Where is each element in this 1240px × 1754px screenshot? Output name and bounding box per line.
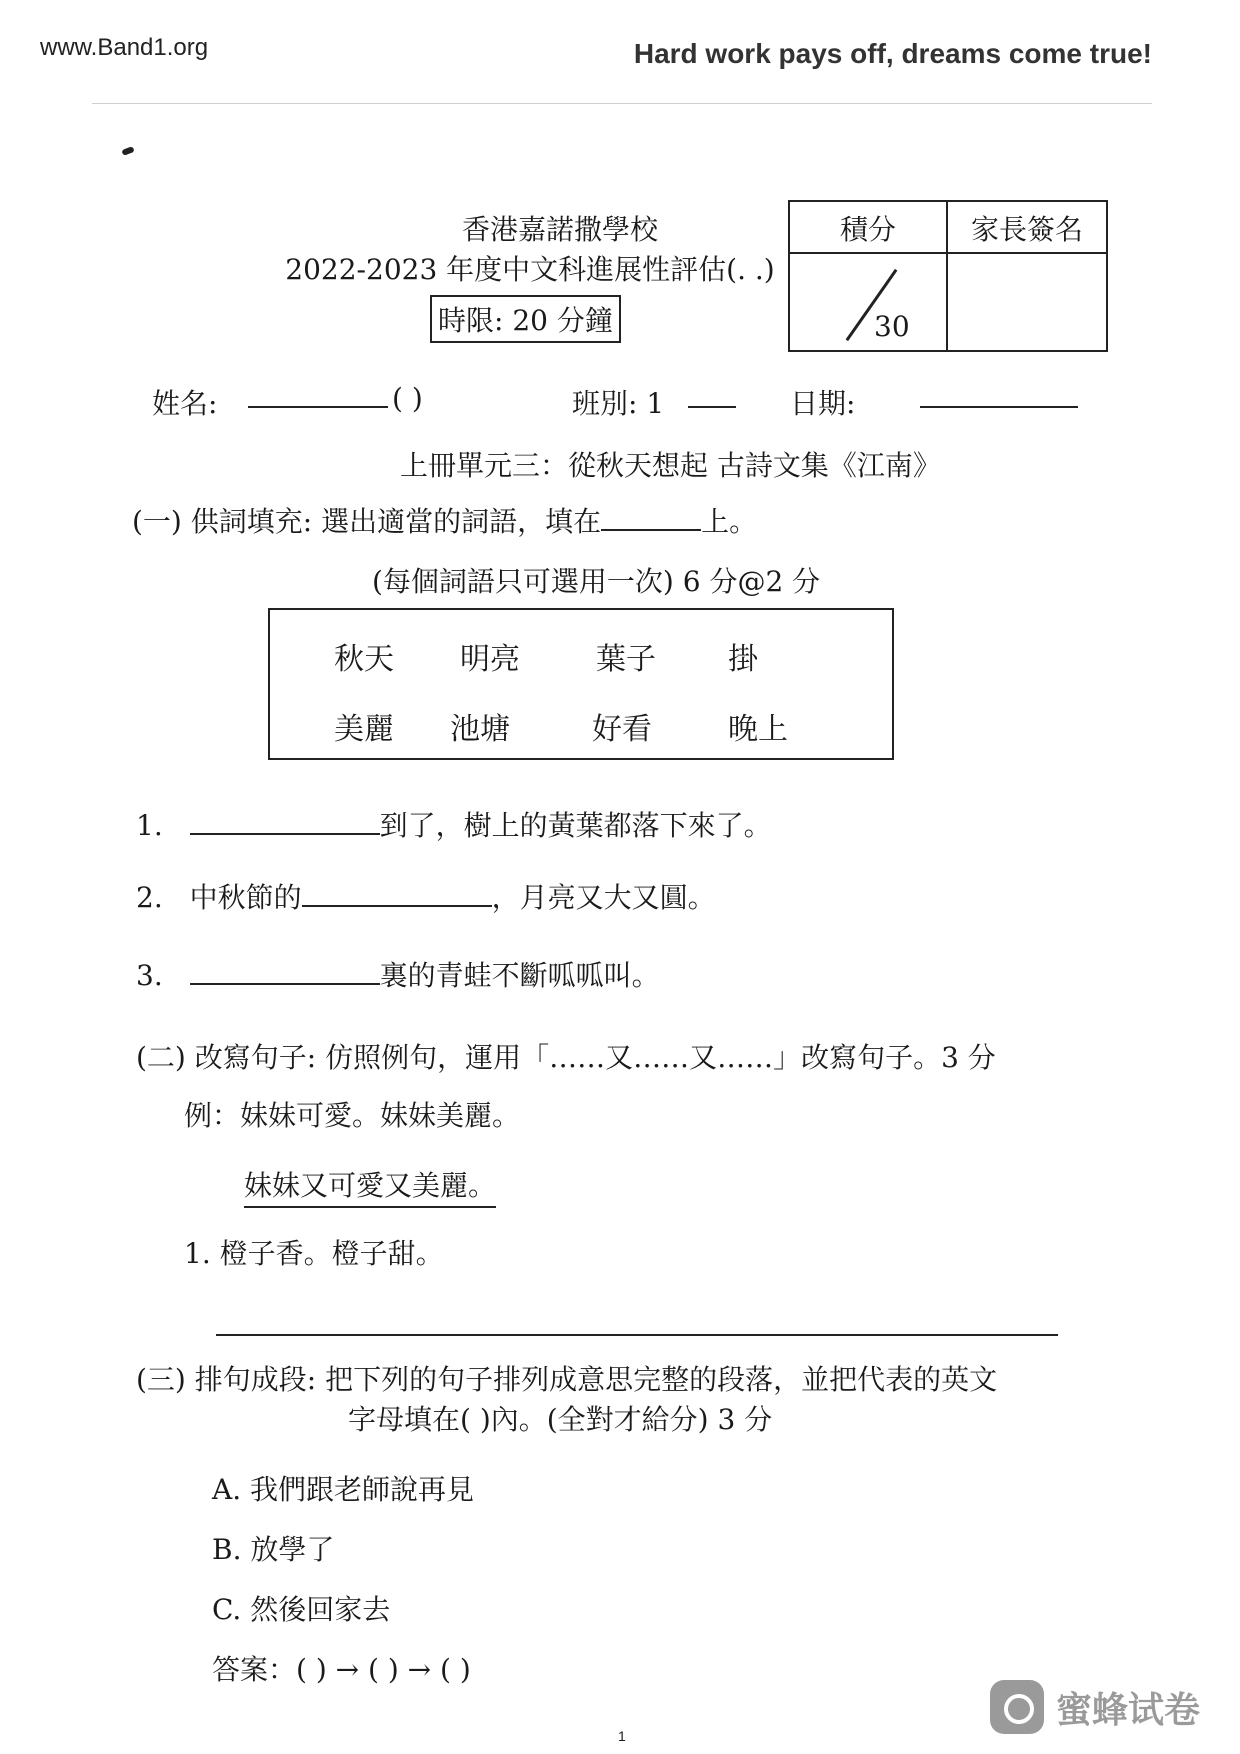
question-text: 裏的青蛙不斷呱呱叫。 — [379, 959, 660, 992]
section2-example-answer: 妹妹又可愛又美麗。 — [244, 1164, 496, 1208]
score-header: 積分 — [839, 213, 896, 246]
scan-mark — [121, 146, 134, 156]
site-url: www.Band1.org — [40, 34, 209, 61]
answer-blank[interactable] — [190, 961, 380, 985]
watermark-text: 蜜蜂试卷 — [1056, 1689, 1201, 1731]
score-table — [788, 200, 1108, 352]
class-field[interactable] — [688, 382, 736, 415]
section1-title-text: (一) 供詞填充: 選出適當的詞語，填在 — [132, 505, 602, 538]
answer-blank[interactable] — [302, 883, 492, 907]
section1-note: (每個詞語只可選用一次) 6 分@2 分 — [372, 565, 821, 598]
question-text: 到了，樹上的黃葉都落下來了。 — [379, 809, 772, 842]
sentence-a: A. 我們跟老師說再見 — [212, 1473, 475, 1506]
sentence-c: C. 然後回家去 — [212, 1593, 391, 1626]
question-3 — [136, 954, 660, 994]
word-bank-item: 好看 — [592, 712, 652, 747]
word-bank-item: 明亮 — [460, 642, 520, 677]
word-bank-item: 葉子 — [596, 642, 656, 677]
date-label: 日期: — [790, 387, 856, 420]
question-2 — [136, 876, 716, 916]
class-label: 班別: 1 — [572, 387, 665, 420]
word-bank-item: 掛 — [728, 642, 758, 677]
section2-example: 例：妹妹可愛。妹妹美麗。 — [184, 1099, 521, 1132]
word-bank-item: 晚上 — [728, 712, 788, 747]
word-bank-item: 池塘 — [450, 712, 510, 747]
score-table-rule — [790, 252, 1106, 254]
exam-title: 2022-2023 年度中文科進展性評估(. .) — [285, 253, 775, 286]
section2-answer-line[interactable] — [216, 1334, 1058, 1336]
answer-blank[interactable] — [190, 811, 380, 835]
question-number: 2. — [136, 881, 163, 914]
name-field[interactable] — [248, 382, 388, 415]
time-limit-box: 時限: 20 分鐘 — [430, 295, 621, 343]
sentence-b: B. 放學了 — [212, 1533, 335, 1566]
section3-title: (三) 排句成段: 把下列的句子排列成意思完整的段落，並把代表的英文 — [136, 1363, 998, 1396]
question-1 — [136, 804, 772, 844]
unit-title: 上冊單元三：從秋天想起 古詩文集《江南》 — [400, 449, 941, 482]
name-label: 姓名: — [152, 387, 218, 420]
section2-question-1: 1. 橙子香。橙子甜。 — [184, 1237, 444, 1270]
word-bank — [268, 608, 894, 760]
section3-answer[interactable]: 答案：( ) → ( ) → ( ) — [212, 1653, 471, 1686]
watermark — [990, 1680, 1200, 1734]
school-name: 香港嘉諾撒學校 — [461, 213, 658, 246]
class-number-paren: ( ) — [392, 382, 423, 415]
word-bank-item: 美麗 — [334, 712, 394, 747]
question-text: ，月亮又大又圓。 — [491, 881, 716, 914]
date-field[interactable] — [920, 382, 1078, 415]
bee-logo-icon — [990, 1680, 1044, 1734]
section1-title — [132, 500, 757, 540]
score-total: 30 — [874, 310, 910, 343]
header-divider — [92, 103, 1152, 104]
word-bank-item: 秋天 — [334, 642, 394, 677]
page-number: 1 — [618, 1728, 626, 1744]
slogan: Hard work pays off, dreams come true! — [633, 38, 1152, 69]
section1-blank — [601, 507, 701, 531]
question-number: 3. — [136, 959, 163, 992]
question-text: 中秋節的 — [189, 881, 302, 914]
parent-signature-header: 家長簽名 — [970, 213, 1083, 246]
section3-title-line2: 字母填在( )內。(全對才給分) 3 分 — [348, 1403, 773, 1436]
question-number: 1. — [136, 809, 163, 842]
section1-title-end: 上。 — [701, 505, 758, 538]
section2-title: (二) 改寫句子: 仿照例句，運用「……又……又……」改寫句子。3 分 — [136, 1041, 996, 1074]
